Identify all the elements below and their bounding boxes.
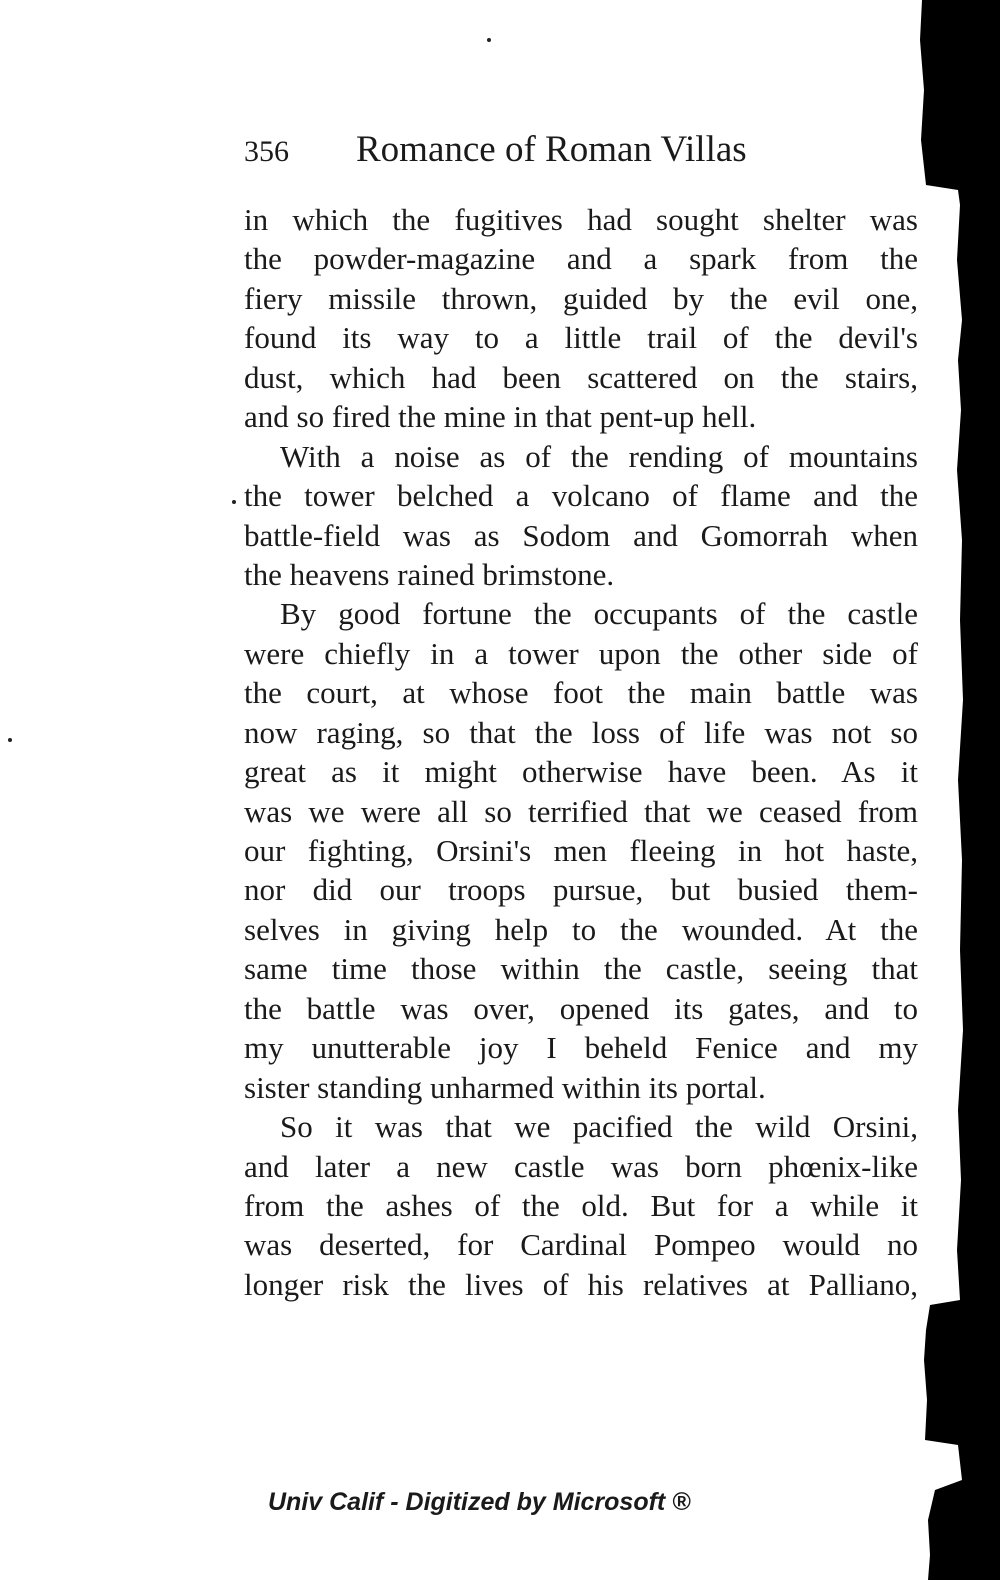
text-line: found its way to a little trail of the devil's bbox=[244, 320, 918, 356]
text-line: selves in giving help to the wounded. At the bbox=[244, 911, 918, 947]
text-line: great as it might otherwise have been. As it bbox=[244, 754, 918, 790]
text-line: fiery missile thrown, guided by the evil one, bbox=[244, 280, 918, 316]
page-number: 356 bbox=[244, 135, 289, 168]
text-line: longer risk the lives of his relatives at Palliano, bbox=[244, 1266, 918, 1302]
digitization-watermark: Univ Calif - Digitized by Microsoft ® bbox=[268, 1488, 691, 1516]
running-head bbox=[244, 126, 924, 174]
scan-speck bbox=[8, 738, 12, 742]
book-title: Romance of Roman Villas bbox=[356, 129, 747, 170]
text-line: were chiefly in a tower upon the other side of bbox=[244, 635, 918, 671]
text-line: the court, at whose foot the main battle was bbox=[244, 675, 918, 711]
body-text bbox=[244, 200, 918, 1304]
scan-speck bbox=[232, 500, 236, 504]
text-line: So it was that we pacified the wild Orsini, bbox=[280, 1109, 918, 1145]
text-line: was deserted, for Cardinal Pompeo would no bbox=[244, 1227, 918, 1263]
text-line: the battle was over, opened its gates, and to bbox=[244, 990, 918, 1026]
text-line: now raging, so that the loss of life was not so bbox=[244, 714, 918, 750]
text-line: the heavens rained brimstone. bbox=[244, 556, 615, 592]
text-line: dust, which had been scattered on the stairs, bbox=[244, 359, 918, 395]
text-line: battle-field was as Sodom and Gomorrah when bbox=[244, 517, 918, 553]
text-line: same time those within the castle, seeing that bbox=[244, 951, 918, 987]
text-line: in which the fugitives had sought shelter was bbox=[244, 202, 918, 237]
text-line: nor did our troops pursue, but busied them- bbox=[244, 872, 918, 908]
text-line: the powder-magazine and a spark from the bbox=[244, 241, 918, 277]
text-line: my unutterable joy I beheld Fenice and my bbox=[244, 1030, 918, 1066]
text-line: With a noise as of the rending of mountains bbox=[280, 438, 918, 474]
text-line: the tower belched a volcano of flame and the bbox=[244, 478, 918, 514]
text-line: from the ashes of the old. But for a while it bbox=[244, 1187, 918, 1223]
text-line: sister standing unharmed within its portal. bbox=[244, 1069, 766, 1105]
text-line: was we were all so terrified that we ceased from bbox=[244, 793, 918, 829]
text-line: By good fortune the occupants of the castle bbox=[280, 596, 918, 632]
text-line: and later a new castle was born phœnix-like bbox=[244, 1148, 918, 1184]
scan-speck bbox=[487, 38, 491, 42]
text-line: and so fired the mine in that pent-up hell. bbox=[244, 399, 757, 435]
text-line: our fighting, Orsini's men fleeing in hot haste, bbox=[244, 833, 918, 868]
